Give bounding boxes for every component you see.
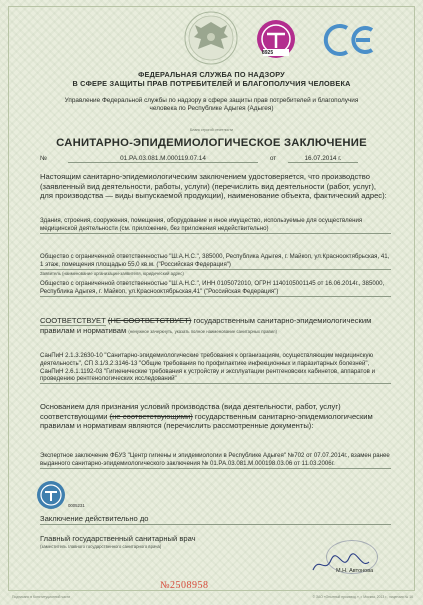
chief-line1: Главный государственный санитарный врач: [40, 534, 196, 543]
bottom-seal-icon: [36, 480, 66, 510]
basis-struck: (не соответствующими): [109, 411, 193, 421]
owner-caption: Заявитель (наименование организации-заявителя, юридический адрес): [40, 271, 184, 276]
document-number-line: [40, 155, 383, 163]
document-date: 16.07.2014 г.: [288, 155, 358, 163]
department-line1: Управление Федеральной службы по надзору в сфере защиты прав потребителей и благополучия: [64, 97, 359, 104]
footer-right-note: © ЗАО «Опытный производ.», г. Москва, 2013 г., лицензия № 16: [312, 595, 413, 599]
conformity-logo-icon: [320, 20, 378, 60]
agency-title: [20, 70, 403, 88]
conformity-struck: (НЕ СООТВЕТСТВУЕТ): [107, 316, 192, 325]
agency-title-line2: В СФЕРЕ ЗАЩИТЫ ПРАВ ПОТРЕБИТЕЛЕЙ И БЛАГОПОЛУЧИЯ ЧЕЛОВЕКА: [72, 79, 351, 88]
document-number: 01.РА.03.081.М.000119.07.14: [68, 155, 258, 163]
object-description: Здания, строения, сооружения, помещения, оборудование и иное имущество, используемые для осуществления медицинской деятельности (см. приложение, без приложения недействительно): [40, 217, 391, 234]
department-name: [20, 97, 403, 113]
footer-left-note: Подписано в Конституционной части: [12, 595, 71, 599]
basis-documents: Экспертное заключение ФБУЗ "Центр гигиены и эпидемиологии в Республике Адыгея" №702 от 07.07.2014г., взамен ранее выданного санитарно-эпидемиологического заключения № 01.РА.03.081.М.000198.03.06 от 11.03.2006г.: [40, 452, 390, 467]
basis-statement: [40, 402, 391, 431]
agency-title-line1: ФЕДЕРАЛЬНАЯ СЛУЖБА ПО НАДЗОРУ: [138, 70, 285, 79]
form-caption: Бланк строгой отчетности: [189, 128, 234, 132]
signer-name: М.Н. Автонова: [336, 568, 374, 574]
owner-details: Общество с ограниченной ответственностью "Ш.А.Н.С.", 385000, Республика Адыгея, г. Майкоп, ул.Краснооктябрьская, 41, 1 этаж, помещения площадью 55,0 кв.м. ("Российская Федерация"): [40, 253, 390, 268]
applicant-details: Общество с ограниченной ответственностью "Ш.А.Н.С.", ИНН 0105072010, ОГРН 1140105001145 от 16.06.2014г., 385000, Республика Адыгея, г. Майкоп, ул.Краснооктябрьская,41" ("Российская Федерация"): [40, 280, 391, 297]
conformity-rest: государственным санитарно-эпидемиологическим правилам и нормативам: [40, 316, 372, 335]
serial-number: №2508958: [160, 580, 209, 591]
chief-line2: (заместитель главного государственного санитарного врача): [40, 543, 162, 549]
conformity-caption: (ненужное зачеркнуть, указать полное наименование санитарных правил): [128, 328, 277, 334]
bottom-seal-number: 0005231: [68, 503, 85, 508]
conformity-label: СООТВЕТСТВУЕТ: [40, 316, 106, 325]
seal-number: 8925: [262, 50, 274, 56]
intro-paragraph: Настоящим санитарно-эпидемиологическим заключением удостоверяется, что производство (заявленный вид деятельности, работы, услуги) (перечислить вид деятельности (работ, услуг), для производства — виды выпускаемой продукции), наименование объекта, фактический адрес):: [40, 172, 387, 200]
department-line2: человека по Республике Адыгея (Адыгея): [149, 105, 274, 112]
document-title: САНИТАРНО-ЭПИДЕМИОЛОГИЧЕСКОЕ ЗАКЛЮЧЕНИЕ: [56, 137, 367, 149]
basis-rest: государственным санитарно-эпидемиологическим правилам и нормативам являются (перечислить рассмотренные документы):: [40, 411, 373, 430]
date-label: от: [269, 155, 277, 162]
coat-of-arms-emblem: [178, 10, 244, 68]
basis-intro: Основанием для признания условий производства (вида деятельности, работ, услуг) соответствующими: [40, 402, 341, 421]
valid-until: Заключение действительно до: [40, 514, 391, 525]
conformity-statement: [40, 316, 391, 335]
rules-list: СанПиН 2.1.3.2630-10 "Санитарно-эпидемиологические требования к организациям, осуществляющим медицинскую деятельность", СП 3.1/3.2.3146-13 "Общие требования по профилактике инфекционных и паразитарных болезней", СанПиН 2.6.1.1192-03 "Гигиенические требования к устройству и эксплуатации рентгеновских кабинетов, аппаратов и проведению рентгенологических исследований": [40, 352, 391, 384]
number-label: №: [40, 155, 47, 162]
